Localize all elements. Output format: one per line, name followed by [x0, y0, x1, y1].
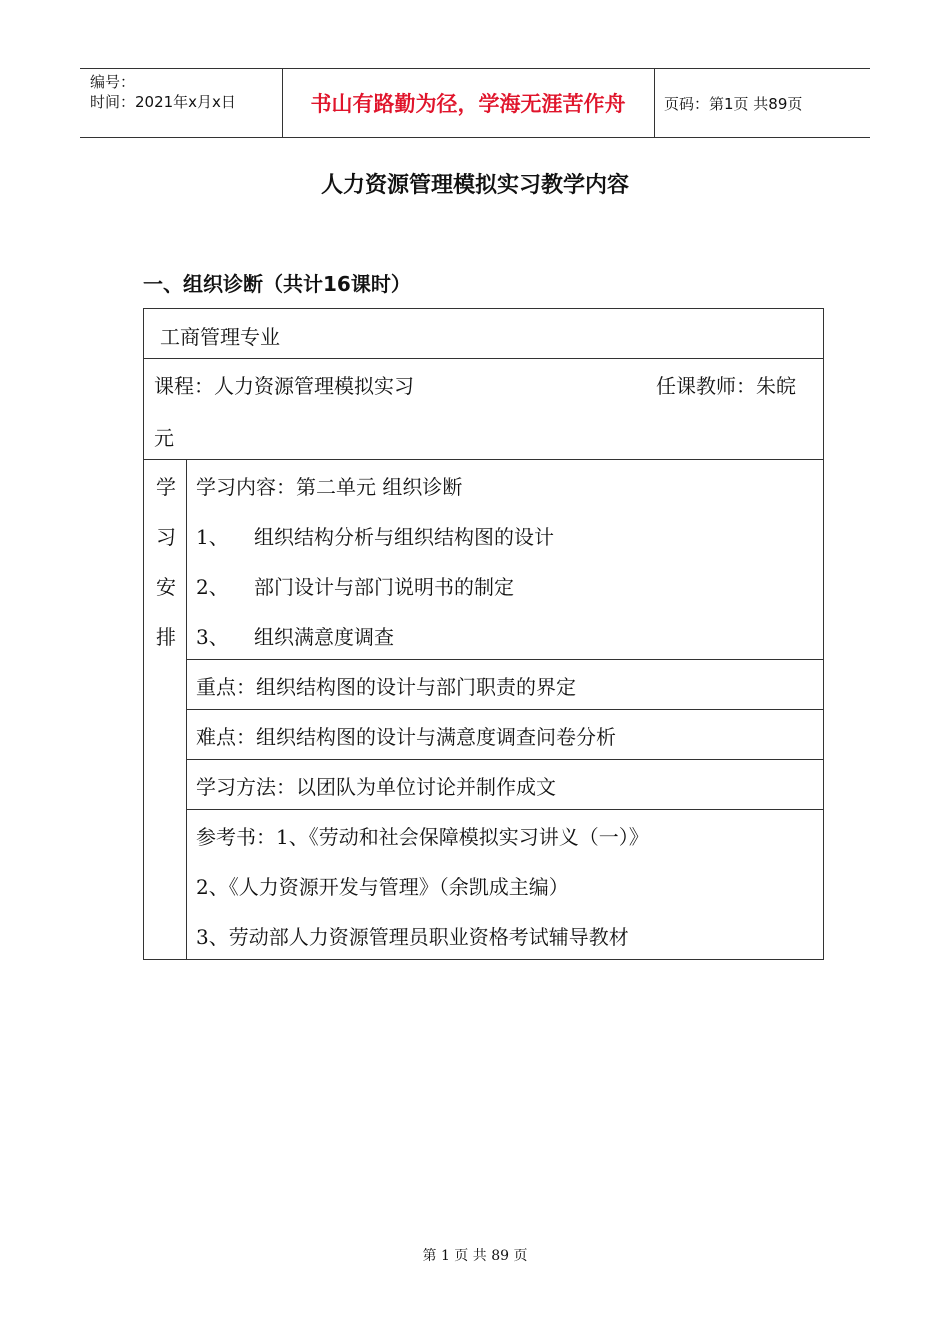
teacher-label-continued: 元 [154, 426, 174, 450]
course-table [143, 308, 824, 960]
content-item [196, 571, 514, 600]
item-text: 组织结构分析与组织结构图的设计 [254, 525, 554, 549]
arrangement-label-cell [144, 459, 187, 959]
key-point-cell [186, 659, 823, 710]
content-item [196, 521, 554, 550]
reference-line: 2、《人力资源开发与管理》（余凯成主编） [196, 875, 569, 899]
item-number: 1、 [196, 525, 229, 549]
item-number: 2、 [196, 575, 229, 599]
header-motto: 书山有路勤为径，学海无涯苦作舟 [282, 69, 655, 137]
method-text: 学习方法：以团队为单位讨论并制作成文 [196, 775, 556, 799]
arrangement-char: 学 [156, 475, 176, 499]
arrangement-char: 安 [156, 575, 176, 599]
content-cell [186, 459, 823, 660]
course-row [144, 358, 823, 460]
item-text: 部门设计与部门说明书的制定 [254, 575, 514, 599]
item-text: 组织满意度调查 [254, 625, 394, 649]
teacher-label: 任课教师：朱皖 [656, 374, 796, 398]
document-title: 人力资源管理模拟实习教学内容 [320, 173, 629, 198]
key-point-text: 重点：组织结构图的设计与部门职责的界定 [196, 675, 576, 699]
section-heading: 一、组织诊断（共计16课时） [143, 272, 411, 296]
number-label: 编号： [90, 73, 136, 91]
content-title: 学习内容：第二单元 组织诊断 [196, 475, 463, 499]
course-label: 课程：人力资源管理模拟实习 [154, 374, 414, 398]
page-header [80, 68, 870, 138]
method-cell [186, 759, 823, 810]
header-meta [80, 69, 283, 137]
content-item [196, 621, 394, 650]
page-footer: 第 1 页 共 89 页 [422, 1248, 528, 1264]
header-page-label: 页码：第1页 共89页 [664, 94, 803, 113]
arrangement-char: 排 [156, 625, 176, 649]
item-number: 3、 [196, 625, 229, 649]
time-label: 时间：2021年x月x日 [90, 93, 236, 111]
difficulty-cell [186, 709, 823, 760]
difficulty-text: 难点：组织结构图的设计与满意度调查问卷分析 [196, 725, 616, 749]
major-label: 工商管理专业 [160, 325, 280, 349]
reference-line: 3、劳动部人力资源管理员职业资格考试辅导教材 [196, 925, 629, 949]
reference-line: 参考书：1、《劳动和社会保障模拟实习讲义（一）》 [196, 825, 649, 849]
references-cell [186, 809, 823, 959]
arrangement-char: 习 [156, 525, 176, 549]
major-row [144, 309, 823, 359]
